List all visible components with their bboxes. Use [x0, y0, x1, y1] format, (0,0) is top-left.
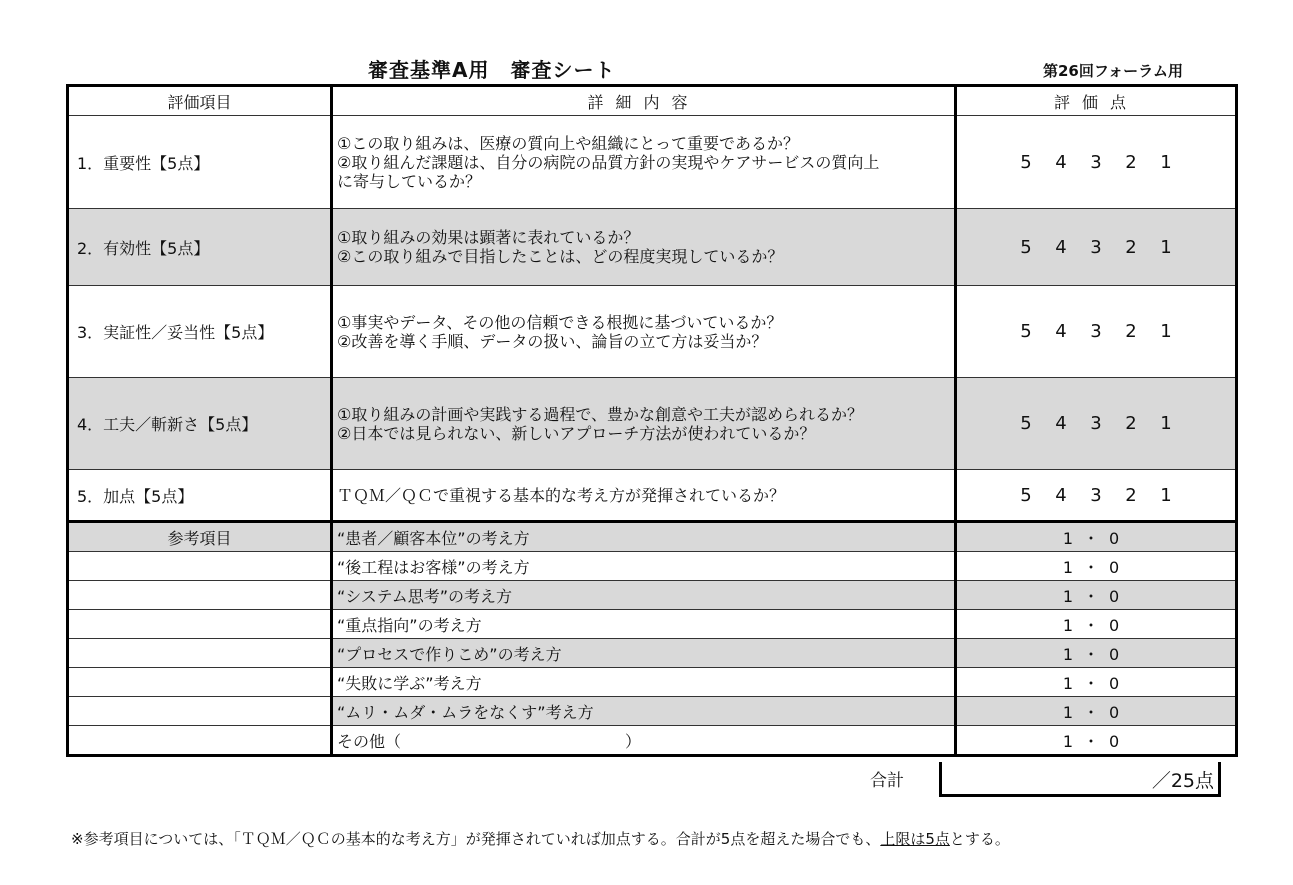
reference-score[interactable]: 1・0 — [956, 697, 1237, 726]
reference-row — [68, 522, 1237, 552]
criteria-label: 4．工夫／斬新さ【5点】 — [68, 378, 332, 470]
score-options[interactable] — [956, 116, 1237, 209]
criteria-row-5 — [68, 470, 1237, 522]
score-1[interactable]: 1 — [1160, 484, 1172, 506]
criteria-details — [332, 286, 956, 378]
reference-empty-cell — [68, 697, 332, 726]
reference-text: “失敗に学ぶ”考え方 — [332, 668, 956, 697]
score-options[interactable] — [956, 470, 1237, 522]
reference-text: “プロセスで作りこめ”の考え方 — [332, 639, 956, 668]
detail-line: ②この取り組みで目指したことは、どの程度実現しているか？ — [337, 247, 784, 266]
reference-score[interactable]: 1・0 — [956, 610, 1237, 639]
footnote-main: ※参考項目については、「ＴＱＭ／ＱＣの基本的な考え方」が発揮されていれば加点する。合計が5点を超えた場合でも、 — [71, 830, 881, 848]
score-5[interactable]: 5 — [1020, 484, 1032, 506]
reference-text: “重点指向”の考え方 — [332, 610, 956, 639]
criteria-row-2 — [68, 209, 1237, 286]
total-input-box[interactable] — [939, 762, 1221, 797]
reference-score[interactable]: 1・0 — [956, 581, 1237, 610]
score-5[interactable]: 5 — [1020, 236, 1032, 258]
header-evaluation-item: 評価項目 — [68, 86, 332, 116]
score-1[interactable]: 1 — [1160, 413, 1172, 434]
criteria-label: 1．重要性【5点】 — [68, 116, 332, 209]
reference-empty-cell — [68, 610, 332, 639]
detail-line: ①取り組みの効果は顕著に表れているか？ — [337, 228, 640, 247]
reference-text: その他（ ） — [332, 726, 956, 756]
score-4[interactable]: 4 — [1055, 413, 1067, 434]
reference-score[interactable]: 1・0 — [956, 668, 1237, 697]
sheet-title: 審査基準A用 審査シート — [368, 58, 616, 82]
evaluation-table — [66, 84, 1238, 757]
detail-line: に寄与しているか？ — [337, 171, 482, 191]
score-5[interactable]: 5 — [1020, 321, 1032, 342]
reference-empty-cell — [68, 639, 332, 668]
score-3[interactable]: 3 — [1090, 151, 1102, 173]
detail-line: ②取り組んだ課題は、自分の病院の品質方針の実現やケアサービスの質向上 — [337, 152, 880, 172]
total-label: 合計 — [870, 771, 904, 791]
reference-empty-cell — [68, 552, 332, 581]
footnote-upper-limit: 上限は5点 — [880, 830, 950, 848]
score-2[interactable]: 2 — [1125, 484, 1137, 506]
detail-line: ＴＱＭ／ＱＣで重視する基本的な考え方が発揮されているか？ — [337, 485, 786, 505]
footnote-end: とする。 — [949, 830, 1010, 848]
reference-score[interactable]: 1・0 — [956, 726, 1237, 756]
detail-line: ①取り組みの計画や実践する過程で、豊かな創意や工夫が認められるか？ — [337, 404, 864, 424]
reference-text: “後工程はお客様”の考え方 — [332, 552, 956, 581]
score-options[interactable] — [956, 209, 1237, 286]
score-5[interactable]: 5 — [1020, 413, 1032, 434]
reference-score[interactable]: 1・0 — [956, 552, 1237, 581]
criteria-label: 5．加点【5点】 — [68, 470, 332, 522]
score-4[interactable]: 4 — [1055, 484, 1067, 506]
score-3[interactable]: 3 — [1090, 321, 1102, 342]
criteria-row-3 — [68, 286, 1237, 378]
score-3[interactable]: 3 — [1090, 484, 1102, 506]
score-1[interactable]: 1 — [1160, 321, 1172, 342]
reference-row — [68, 610, 1237, 639]
reference-text: “ムリ・ムダ・ムラをなくす”考え方 — [332, 697, 956, 726]
forum-label: 第26回フォーラム用 — [1043, 62, 1183, 80]
criteria-details — [332, 209, 956, 286]
total-value: ／25点 — [1151, 770, 1214, 792]
detail-line: ①事実やデータ、その他の信頼できる根拠に基づいているか？ — [337, 312, 783, 332]
criteria-row-1 — [68, 116, 1237, 209]
score-2[interactable]: 2 — [1125, 321, 1137, 342]
reference-row — [68, 639, 1237, 668]
reference-score[interactable]: 1・0 — [956, 639, 1237, 668]
reference-label: 参考項目 — [68, 522, 332, 552]
score-1[interactable]: 1 — [1160, 236, 1172, 258]
reference-text: “患者／顧客本位”の考え方 — [332, 522, 956, 552]
score-4[interactable]: 4 — [1055, 321, 1067, 342]
score-2[interactable]: 2 — [1125, 236, 1137, 258]
score-2[interactable]: 2 — [1125, 151, 1137, 173]
reference-empty-cell — [68, 668, 332, 697]
reference-row — [68, 697, 1237, 726]
footnote — [71, 828, 1010, 849]
score-options[interactable] — [956, 286, 1237, 378]
reference-empty-cell — [68, 581, 332, 610]
score-3[interactable]: 3 — [1090, 413, 1102, 434]
score-1[interactable]: 1 — [1160, 151, 1172, 173]
score-4[interactable]: 4 — [1055, 151, 1067, 173]
table-header-row — [68, 86, 1237, 116]
criteria-label: 2．有効性【5点】 — [68, 209, 332, 286]
header-details: 詳細内容 — [332, 86, 956, 116]
detail-line: ②日本では見られない、新しいアプローチ方法が使われているか？ — [337, 423, 816, 443]
score-options[interactable] — [956, 378, 1237, 470]
reference-row — [68, 552, 1237, 581]
criteria-row-4 — [68, 378, 1237, 470]
criteria-details — [332, 378, 956, 470]
score-5[interactable]: 5 — [1020, 151, 1032, 173]
detail-line: ①この取り組みは、医療の質向上や組織にとって重要であるか？ — [337, 133, 800, 153]
score-4[interactable]: 4 — [1055, 236, 1067, 258]
reference-row — [68, 581, 1237, 610]
criteria-details — [332, 470, 956, 522]
reference-empty-cell — [68, 726, 332, 756]
reference-row — [68, 726, 1237, 756]
score-3[interactable]: 3 — [1090, 236, 1102, 258]
reference-score[interactable]: 1・0 — [956, 522, 1237, 552]
score-2[interactable]: 2 — [1125, 413, 1137, 434]
criteria-details — [332, 116, 956, 209]
reference-text: “システム思考”の考え方 — [332, 581, 956, 610]
header-score: 評価点 — [956, 86, 1237, 116]
reference-row — [68, 668, 1237, 697]
criteria-label: 3．実証性／妥当性【5点】 — [68, 286, 332, 378]
detail-line: ②改善を導く手順、データの扱い、論旨の立て方は妥当か？ — [337, 331, 768, 351]
